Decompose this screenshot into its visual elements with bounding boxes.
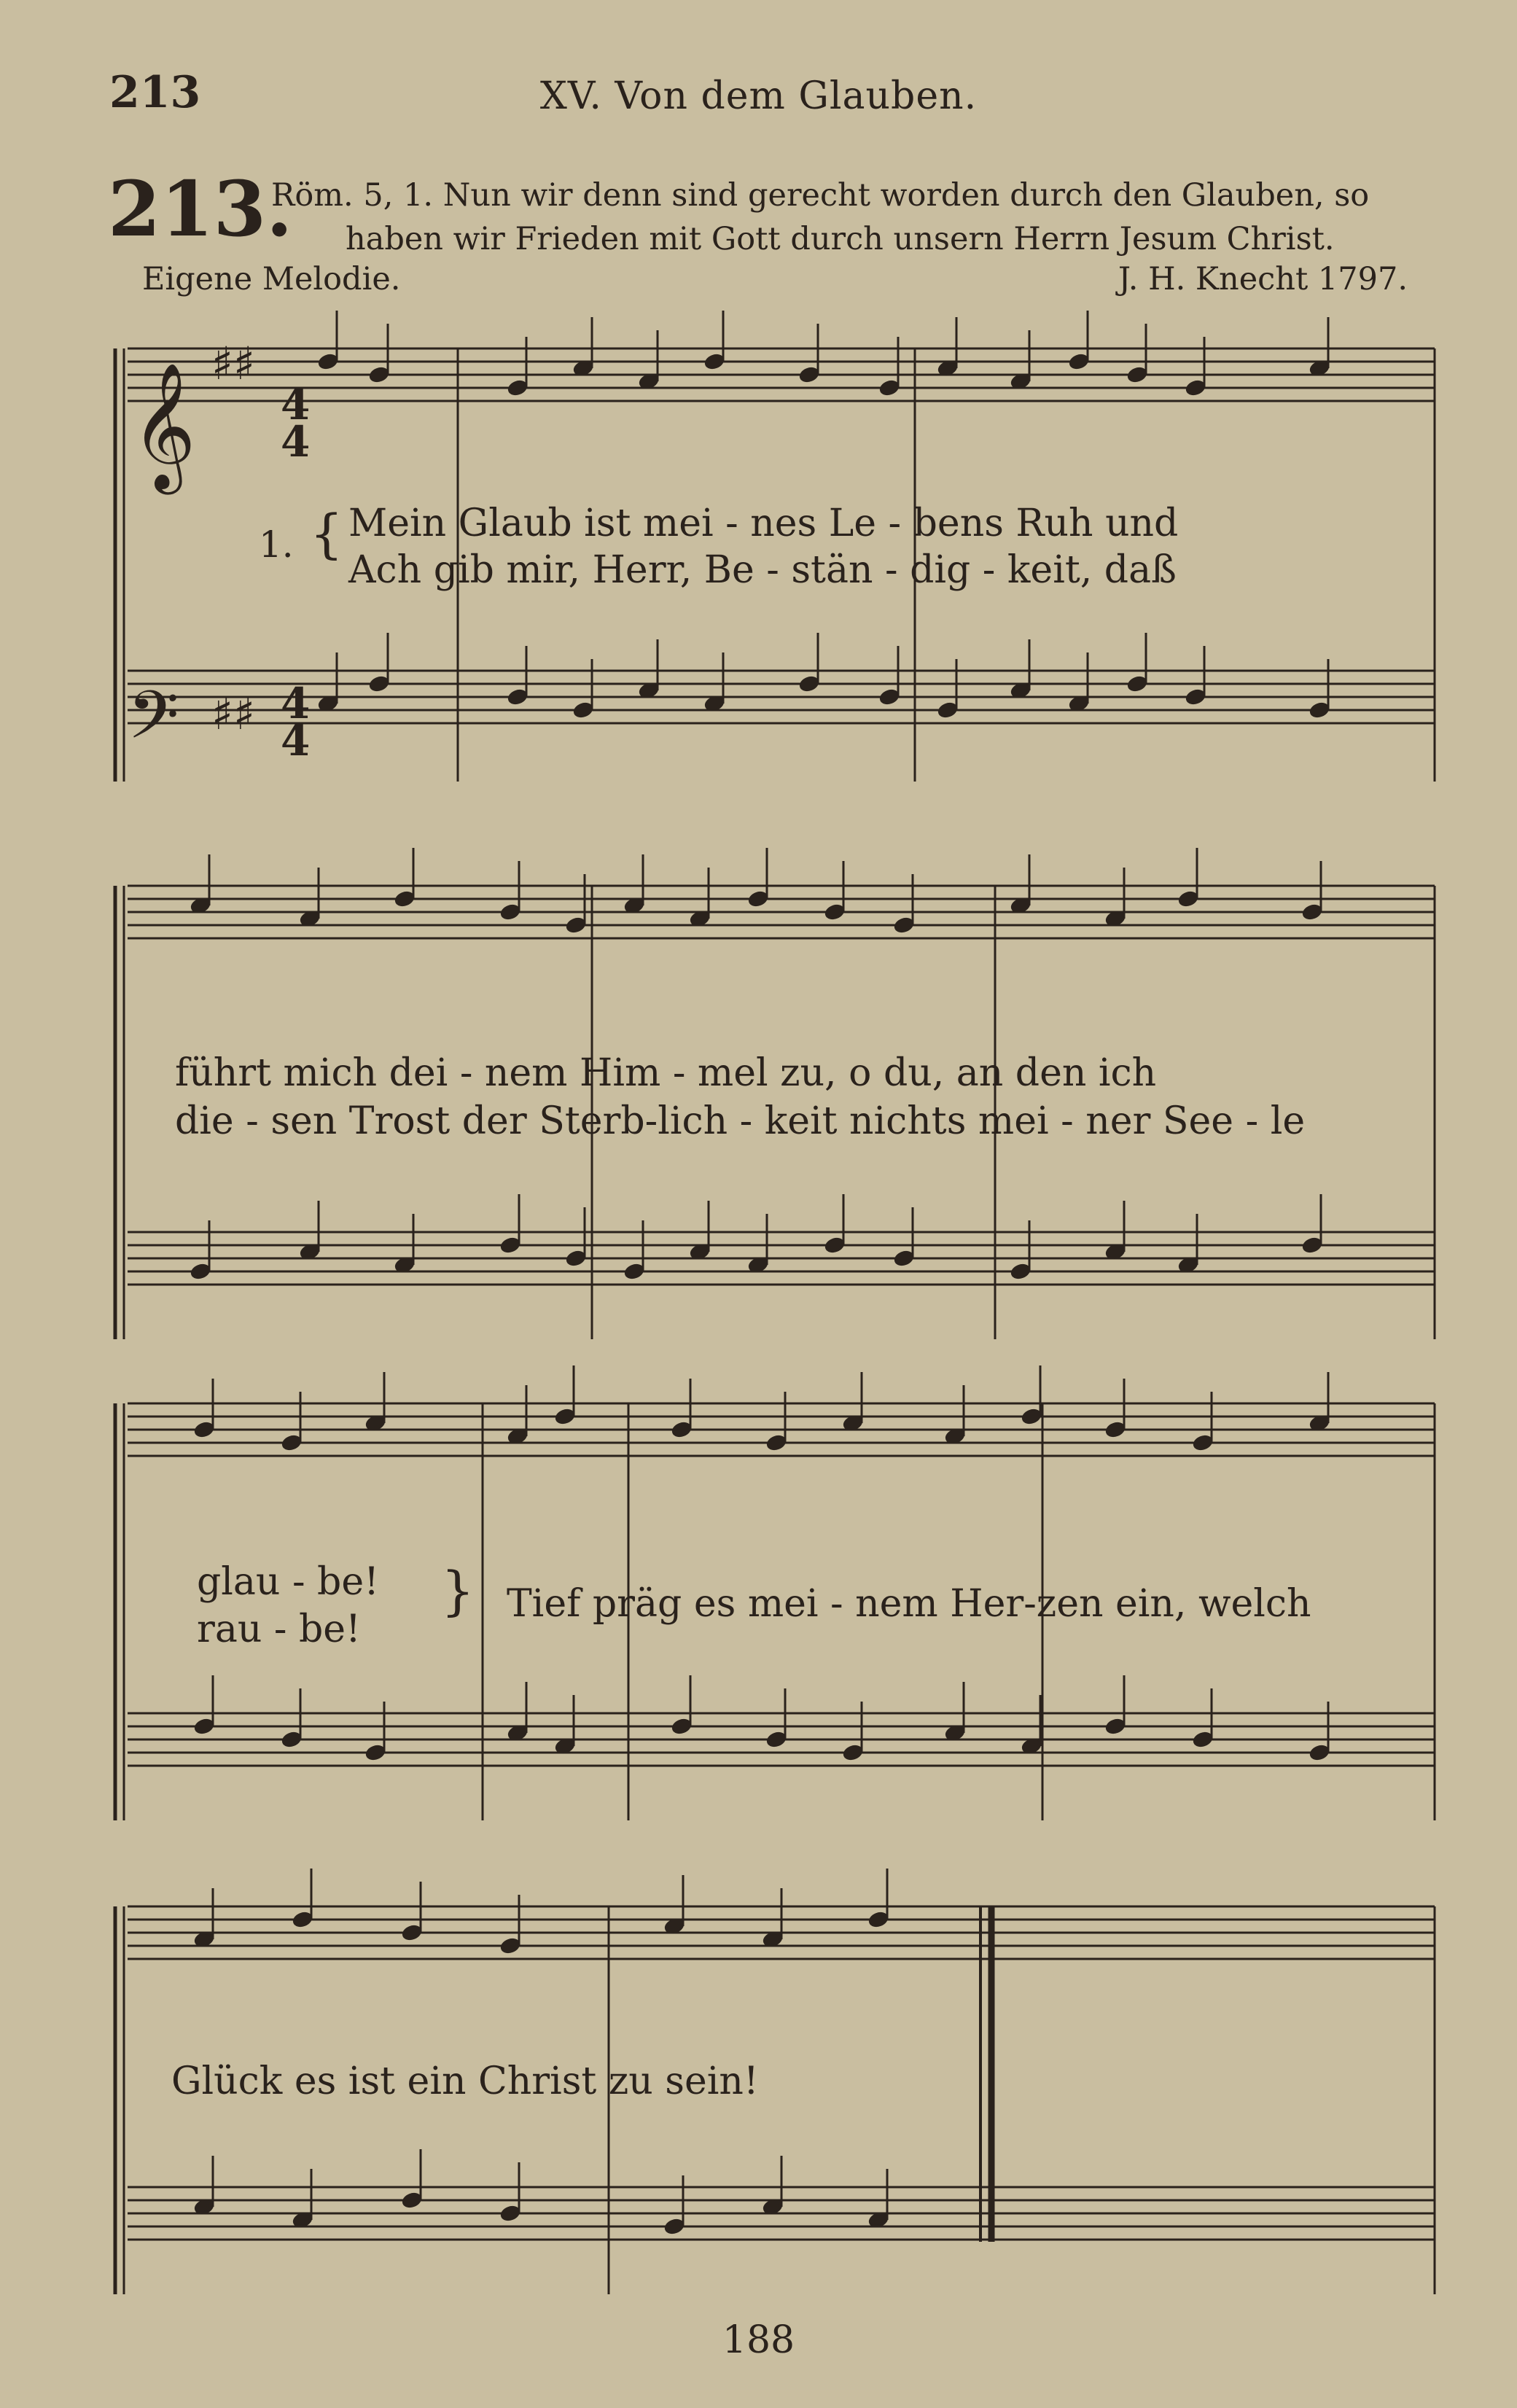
lyric-sys3-line1: glau - be! xyxy=(197,1560,379,1604)
refrain-brace-icon: } xyxy=(441,1560,475,1621)
verse-brace-icon: { xyxy=(310,503,343,564)
section-title: XV. Von dem Glauben. xyxy=(539,74,978,118)
key-sharps-treble: ♯♯ xyxy=(211,337,256,390)
time-signature-top-treble: 4 xyxy=(281,380,311,429)
lyric-sys1-line1: Mein Glaub ist mei - nes Le - bens Ruh und xyxy=(348,502,1179,545)
melody-label: Eigene Melodie. xyxy=(142,261,401,297)
reference-line-1: Röm. 5, 1. Nun wir denn sind gerecht worden durch den Glauben, so xyxy=(271,177,1370,214)
lyric-sys4-line1: Glück es ist ein Christ zu sein! xyxy=(171,2060,759,2103)
composer: J. H. Knecht 1797. xyxy=(1118,261,1408,297)
reference-line-2: haben wir Frieden mit Gott durch unsern Herrn Jesum Christ. xyxy=(346,221,1335,257)
bass-clef-icon: 𝄢 xyxy=(128,677,179,770)
lyric-sys2-line1: führt mich dei - nem Him - mel zu, o du, an den ich xyxy=(175,1051,1157,1095)
page-number: 213 xyxy=(109,67,201,118)
lyric-sys2-line2: die - sen Trost der Sterb-lich - keit nichts mei - ner See - le xyxy=(175,1099,1306,1143)
time-signature-top-bass: 4 xyxy=(281,679,311,728)
lyric-sys3-refrain: Tief präg es mei - nem Her-zen ein, welch xyxy=(507,1582,1311,1626)
notes xyxy=(190,311,1331,2236)
key-sharps-bass: ♯♯ xyxy=(211,687,256,740)
hymn-number: 213. xyxy=(108,164,293,254)
footer-page-number: 188 xyxy=(722,2318,795,2362)
treble-clef-icon: 𝄞 xyxy=(131,362,196,489)
time-signature-bottom-bass: 4 xyxy=(281,716,311,765)
lyric-sys1-line2: Ach gib mir, Herr, Be - stän - dig - keit, daß xyxy=(348,548,1177,592)
verse-number: 1. xyxy=(259,523,294,566)
staff-lines xyxy=(115,348,1435,2294)
lyric-sys3-line2: rau - be! xyxy=(197,1608,361,1651)
time-signature-bottom-treble: 4 xyxy=(281,417,311,467)
